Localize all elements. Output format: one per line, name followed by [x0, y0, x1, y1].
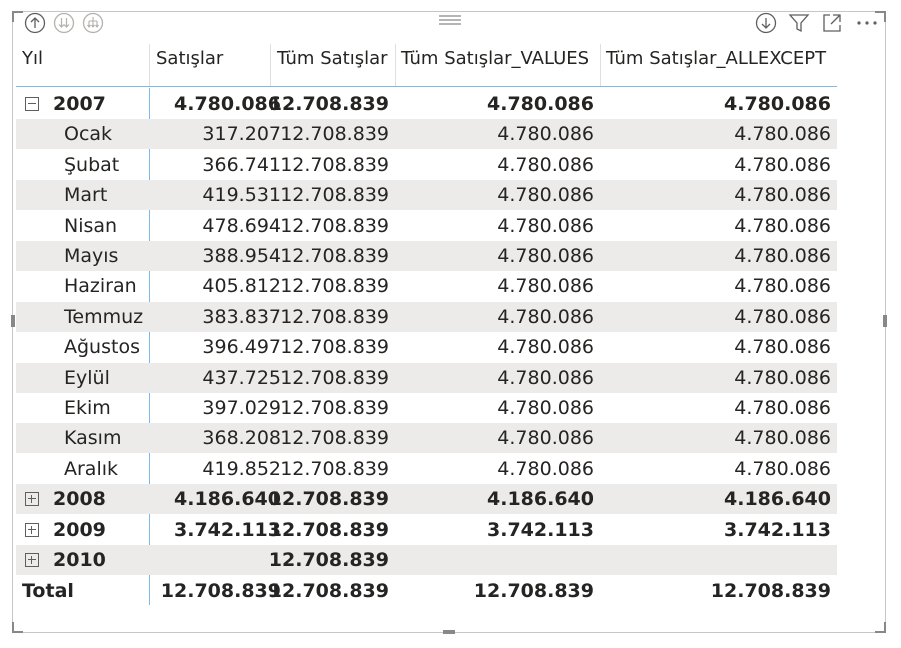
value-cell: 12.708.839 — [280, 153, 389, 176]
focus-mode-icon[interactable] — [821, 12, 843, 34]
drag-handle-icon[interactable] — [438, 14, 462, 26]
value-cell: 4.780.086 — [734, 245, 831, 267]
value-cell: 4.186.640 — [174, 488, 281, 511]
month-row — [16, 119, 837, 149]
row-label: Şubat — [64, 153, 120, 176]
value-cell: 12.708.839 — [280, 336, 389, 359]
value-cell: 12.708.839 — [268, 93, 389, 115]
value-cell: 4.780.086 — [734, 123, 831, 146]
resize-handle-right[interactable] — [883, 315, 887, 327]
value-cell: 4.780.086 — [734, 305, 831, 328]
value-cell: 317.207 — [202, 123, 281, 146]
value-cell: 4.780.086 — [497, 366, 594, 389]
resize-handle-left[interactable] — [11, 315, 15, 327]
value-cell: 3.742.113 — [487, 518, 594, 541]
value-cell: 4.780.086 — [734, 275, 831, 298]
value-cell: 4.780.086 — [497, 245, 594, 267]
row-label: Nisan — [64, 214, 118, 237]
value-cell: 4.780.086 — [734, 214, 831, 237]
row-label: Mayıs — [64, 245, 119, 267]
row-label: Temmuz — [64, 305, 144, 328]
value-cell: 12.708.839 — [280, 214, 389, 237]
drill-down-icon[interactable] — [53, 12, 75, 34]
value-cell: 4.186.640 — [724, 488, 831, 511]
value-cell: 4.780.086 — [497, 184, 594, 207]
value-cell: 4.780.086 — [497, 457, 594, 480]
value-cell: 12.708.839 — [268, 488, 389, 511]
expand-icon[interactable] — [25, 492, 39, 506]
row-label: 2009 — [53, 518, 106, 541]
month-row — [16, 150, 837, 180]
month-row — [16, 393, 837, 423]
corner-br — [875, 622, 886, 633]
value-cell: 4.780.086 — [174, 93, 281, 115]
value-cell: 4.780.086 — [734, 366, 831, 389]
value-cell: 12.708.839 — [280, 427, 389, 450]
value-cell: 388.954 — [202, 245, 281, 267]
value-cell: 4.780.086 — [497, 275, 594, 298]
total-values: 12.708.839 — [473, 580, 594, 602]
header-divider — [395, 44, 396, 86]
value-cell: 4.780.086 — [497, 123, 594, 146]
filter-icon[interactable] — [788, 12, 810, 34]
total-row — [16, 576, 837, 606]
corner-bl — [12, 622, 23, 633]
value-cell: 368.208 — [202, 427, 281, 450]
value-cell: 12.708.839 — [280, 184, 389, 207]
corner-tl — [12, 11, 23, 22]
collapse-icon[interactable] — [25, 97, 39, 111]
month-row — [16, 271, 837, 301]
row-label: Aralık — [64, 457, 119, 480]
expand-all-icon[interactable] — [82, 12, 104, 34]
resize-handle-bottom[interactable] — [443, 630, 455, 634]
value-cell: 366.741 — [202, 153, 281, 176]
value-cell: 4.780.086 — [734, 427, 831, 450]
value-cell: 397.029 — [202, 397, 281, 419]
row-label: Eylül — [64, 366, 110, 389]
value-cell: 419.852 — [202, 457, 281, 480]
value-cell: 4.780.086 — [734, 336, 831, 359]
value-cell: 4.780.086 — [497, 153, 594, 176]
year-row — [16, 89, 837, 119]
value-cell: 396.497 — [202, 336, 281, 359]
total-allexcept: 12.708.839 — [710, 580, 831, 602]
total-satislar: 12.708.839 — [160, 580, 281, 602]
value-cell: 478.694 — [202, 214, 281, 237]
month-row — [16, 302, 837, 332]
value-cell: 405.812 — [202, 275, 281, 298]
value-cell: 419.531 — [202, 184, 281, 207]
value-cell: 3.742.113 — [174, 518, 281, 541]
drill-up-icon[interactable] — [24, 12, 46, 34]
value-cell: 3.742.113 — [724, 518, 831, 541]
total-label: Total — [22, 580, 74, 602]
value-cell: 437.725 — [202, 366, 281, 389]
value-cell: 4.780.086 — [734, 457, 831, 480]
row-label: Haziran — [64, 275, 137, 298]
value-cell: 4.780.086 — [734, 397, 831, 419]
year-row — [16, 515, 837, 545]
expand-icon[interactable] — [25, 523, 39, 537]
row-label: Ocak — [64, 123, 113, 146]
month-row — [16, 180, 837, 210]
row-label: 2010 — [53, 549, 106, 571]
header-divider — [600, 44, 601, 86]
value-cell: 4.780.086 — [487, 93, 594, 115]
value-cell: 12.708.839 — [280, 275, 389, 298]
col-header-tum-satislar-values[interactable]: Tüm Satışlar_VALUES — [401, 48, 590, 69]
value-cell: 12.708.839 — [280, 123, 389, 146]
value-cell: 4.186.640 — [487, 488, 594, 511]
col-header-yil[interactable]: Yıl — [22, 48, 43, 69]
value-cell: 12.708.839 — [280, 457, 389, 480]
value-cell: 4.780.086 — [497, 336, 594, 359]
drill-mode-icon[interactable] — [755, 12, 777, 34]
value-cell: 4.780.086 — [497, 397, 594, 419]
value-cell: 12.708.839 — [280, 397, 389, 419]
month-row — [16, 454, 837, 484]
month-row — [16, 363, 837, 393]
header-divider — [149, 44, 150, 86]
value-cell: 4.780.086 — [497, 214, 594, 237]
month-row — [16, 241, 837, 271]
value-cell: 4.780.086 — [734, 153, 831, 176]
value-cell: 12.708.839 — [280, 366, 389, 389]
value-cell: 4.780.086 — [497, 427, 594, 450]
row-label: Ağustos — [64, 336, 140, 359]
total-tum-satislar: 12.708.839 — [268, 580, 389, 602]
month-row — [16, 423, 837, 453]
value-cell: 4.780.086 — [497, 305, 594, 328]
value-cell: 12.708.839 — [268, 549, 389, 571]
value-cell: 12.708.839 — [280, 245, 389, 267]
year-row — [16, 484, 837, 514]
value-cell: 4.780.086 — [724, 93, 831, 115]
col-header-satislar[interactable]: Satışlar — [156, 48, 224, 69]
row-label: 2007 — [53, 93, 106, 115]
month-row — [16, 332, 837, 362]
value-cell: 12.708.839 — [280, 305, 389, 328]
column-header-row — [16, 40, 837, 87]
row-label: Ekim — [64, 397, 111, 419]
row-label: Kasım — [64, 427, 122, 450]
month-row — [16, 211, 837, 241]
header-divider — [270, 44, 271, 86]
year-row — [16, 545, 837, 575]
value-cell: 12.708.839 — [268, 518, 389, 541]
value-cell: 4.780.086 — [734, 184, 831, 207]
value-cell: 383.837 — [202, 305, 281, 328]
row-label: Mart — [64, 184, 108, 207]
expand-icon[interactable] — [25, 553, 39, 567]
more-options-icon[interactable] — [855, 12, 879, 34]
row-label: 2008 — [53, 488, 106, 511]
col-header-tum-satislar-allexcept[interactable]: Tüm Satışlar_ALLEXCEPT — [606, 48, 827, 69]
col-header-tum-satislar[interactable]: Tüm Satışlar — [277, 48, 388, 69]
